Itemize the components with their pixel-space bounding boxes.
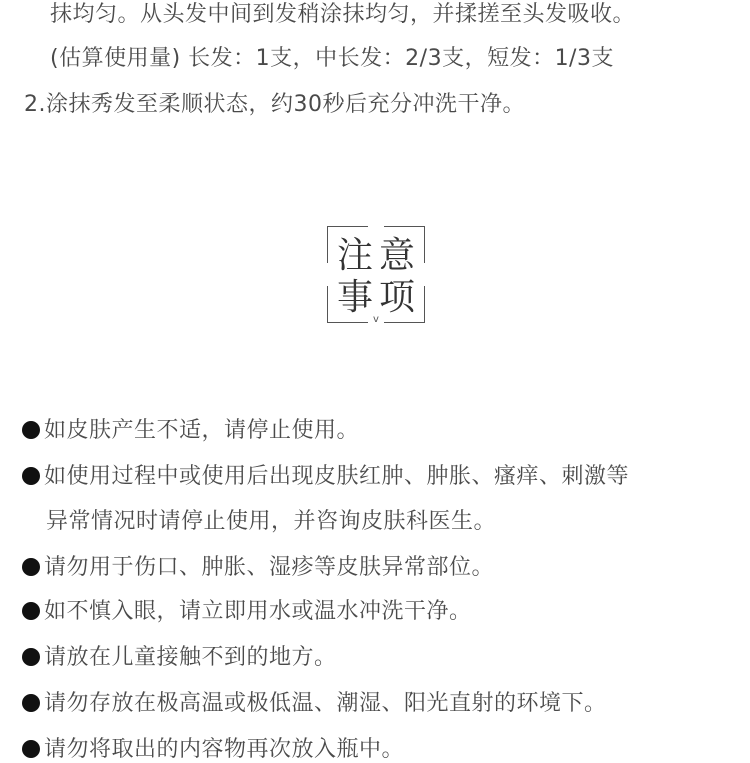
bullet-dot-icon: [22, 694, 40, 712]
notice-title-char: 注: [337, 235, 374, 276]
note-text: 如使用过程中或使用后出现皮肤红肿、肿胀、瘙痒、刺激等: [44, 464, 630, 489]
note-text: 请放在儿童接触不到的地方。: [44, 645, 337, 670]
note-text: 如皮肤产生不适，请停止使用。: [44, 418, 360, 443]
list-item: [22, 599, 472, 625]
bullet-dot-icon: [22, 558, 40, 576]
bullet-dot-icon: [22, 467, 40, 485]
notice-title-char: 事: [337, 277, 374, 318]
note-text: 异常情况时请停止使用，并咨询皮肤科医生。: [46, 509, 497, 534]
note-text: 请勿用于伤口、肿胀、湿疹等皮肤异常部位。: [44, 555, 495, 580]
note-text: 如不慎入眼，请立即用水或温水冲洗干净。: [44, 599, 472, 624]
note-text: 请勿将取出的内容物再次放入瓶中。: [44, 737, 405, 762]
notice-title-char: 意: [379, 235, 416, 276]
list-item: [22, 645, 337, 671]
bullet-dot-icon: [22, 602, 40, 620]
usage-amount-line: (估算使用量) 长发：1支，中长发：2/3支，短发：1/3支: [50, 46, 614, 71]
frame-v-mark: v: [373, 314, 379, 325]
list-item: [22, 737, 404, 763]
list-item: [22, 555, 494, 581]
usage-line-1: 抹均匀。从头发中间到发稍涂抹均匀，并揉搓至头发吸收。: [50, 2, 636, 27]
list-item-continuation: [46, 509, 496, 535]
bullet-dot-icon: [22, 648, 40, 666]
bullet-dot-icon: [22, 421, 40, 439]
list-item: [22, 691, 607, 717]
notice-title-frame: [327, 226, 425, 324]
list-item: [22, 418, 359, 444]
list-item: [22, 464, 629, 490]
notice-title-char: 项: [379, 277, 416, 318]
usage-step-2: 2.涂抹秀发至柔顺状态，约30秒后充分冲洗干净。: [24, 92, 525, 117]
bullet-dot-icon: [22, 740, 40, 758]
note-text: 请勿存放在极高温或极低温、潮湿、阳光直射的环境下。: [44, 691, 607, 716]
